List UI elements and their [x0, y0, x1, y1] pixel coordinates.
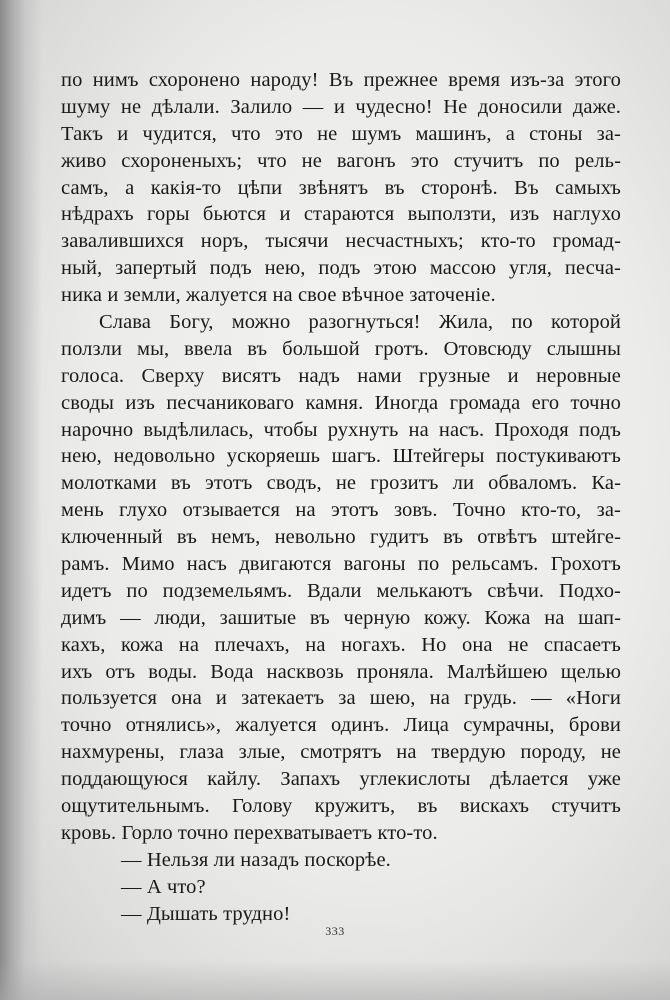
- text-line: нѣдрахъ горы бьются и стараются выползти, изъ наглухо: [61, 203, 621, 226]
- text-line: нею, недовольно ускоряешь шагъ. Штейгеры постукиваютъ: [61, 445, 621, 468]
- text-line: самъ, а какія-то цѣпи звѣнятъ въ сторонѣ. Въ самыхъ: [61, 176, 621, 199]
- gutter-shadow: [0, 0, 42, 1000]
- text-line: поддающуюся кайлу. Запахъ углекислоты дѣлается уже: [61, 768, 621, 791]
- text-line: голоса. Сверху висятъ надъ нами грузные и неровные: [61, 364, 621, 387]
- text-line: своды изъ песчаниковаго камня. Иногда громада его точно: [61, 391, 621, 414]
- dialogue-line: — Дышать трудно!: [121, 902, 291, 925]
- text-line: кахъ, кожа на плечахъ, на ногахъ. Но она не спасаетъ: [61, 633, 621, 656]
- dialogue-line: — А что?: [121, 875, 206, 898]
- text-line: ника и земли, жалуется на свое вѣчное заточенiе.: [61, 284, 496, 307]
- text-line: нарочно выдѣлилась, чтобы рухнуть на насъ. Проходя подъ: [61, 418, 621, 441]
- text-line: по нимъ схоронено народу! Въ прежнее время изъ-за этого: [61, 69, 621, 91]
- text-line: ихъ отъ воды. Вода насквозь проняла. Малѣйшею щелью: [61, 660, 621, 683]
- text-line: точно отнялись», жалуется одинъ. Лица сумрачны, брови: [61, 714, 621, 737]
- text-line: рамъ. Мимо насъ двигаются вагоны по рельсамъ. Грохотъ: [61, 553, 621, 576]
- text-line: кровь. Горло точно перехватываетъ кто-то.: [61, 821, 438, 844]
- dialogue-line: — Нельзя ли назадъ поскорѣе.: [121, 848, 391, 871]
- text-line: мень глухо отзывается на этотъ зовъ. Точно кто-то, за-: [61, 499, 621, 522]
- text-line: димъ — люди, зашитые въ черную кожу. Кожа на шап-: [61, 606, 621, 629]
- text-line: пользуется она и затекаетъ за шею, на грудь. — «Ноги: [61, 687, 621, 710]
- text-line: завалившихся норъ, тысячи несчастныхъ; кто-то громад-: [61, 230, 621, 253]
- text-line: идетъ по подземельямъ. Вдали мелькаютъ свѣчи. Подхо-: [61, 579, 621, 602]
- text-line: Слава Богу, можно разогнуться! Жила, по которой: [99, 311, 621, 334]
- text-line: ощутительнымъ. Голову кружитъ, въ вискахъ стучитъ: [61, 795, 621, 818]
- body-text: [61, 67, 621, 928]
- text-line: ный, запертый подъ нею, подъ этою массою угля, песча-: [61, 257, 621, 280]
- text-line: молотками въ этотъ сводъ, не грозитъ ли обваломъ. Ка-: [61, 472, 621, 495]
- text-line: шуму не дѣлали. Залило — и чудесно! Не доносили даже.: [61, 95, 621, 118]
- bottom-shadow: [0, 960, 670, 1000]
- text-line: ключенный въ немъ, невольно гудитъ въ отвѣтъ штейге-: [61, 526, 621, 549]
- page-number: 333: [325, 924, 345, 938]
- text-line: Такъ и чудится, что это не шумъ машинъ, а стоны за-: [61, 122, 621, 145]
- text-line: живо схороненыхъ; что не вагонъ это стучитъ по рель-: [61, 149, 621, 172]
- text-line: ползли мы, ввела въ большой гротъ. Отовсюду слышны: [61, 337, 621, 360]
- text-line: нахмурены, глаза злые, смотрятъ на твердую породу, не: [61, 741, 621, 764]
